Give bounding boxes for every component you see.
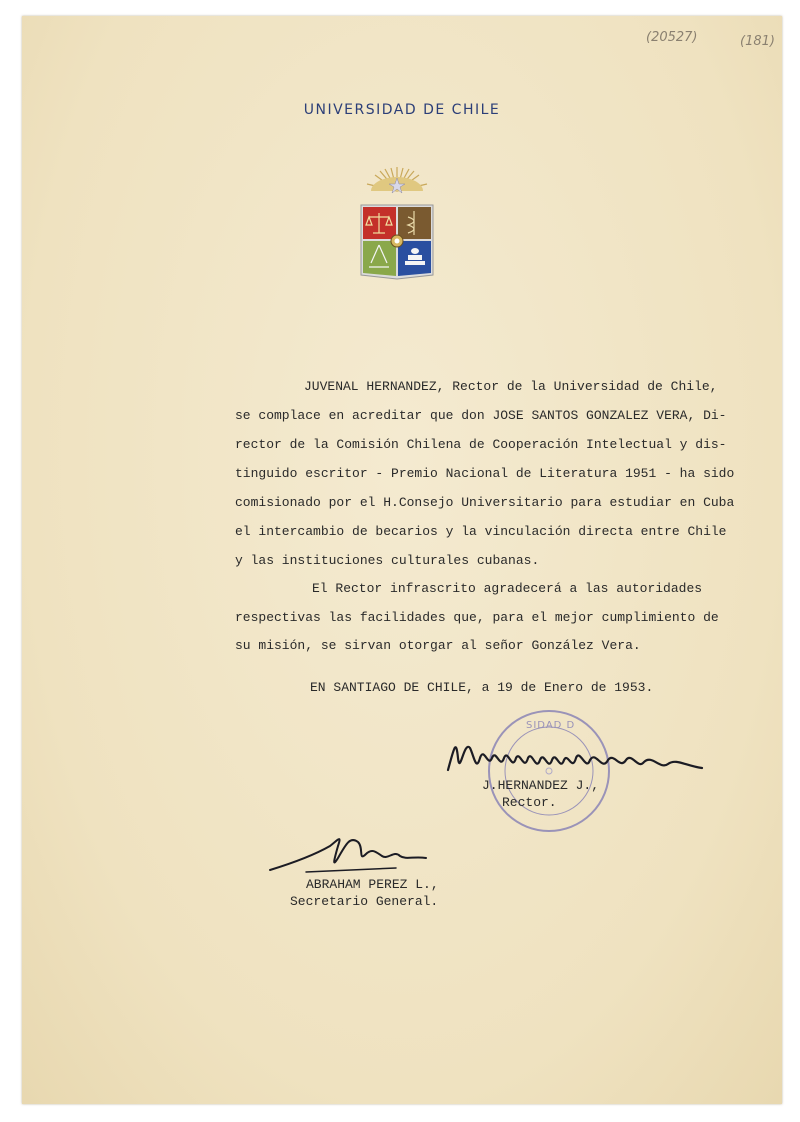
body-line: tinguido escritor - Premio Nacional de Literatura 1951 - ha sido <box>235 466 735 481</box>
body-line: respectivas las facilidades que, para el mejor cumplimiento de <box>235 610 719 625</box>
university-header: UNIVERSIDAD DE CHILE <box>303 102 501 118</box>
rector-block <box>482 778 599 810</box>
body-line: se complace en acreditar que don JOSE SANTOS GONZALEZ VERA, Di- <box>235 408 727 423</box>
body-line: JUVENAL HERNANDEZ, Rector de la Universidad de Chile, <box>304 379 718 394</box>
body-line: su misión, se sirvan otorgar al señor González Vera. <box>235 638 641 653</box>
rector-name: J.HERNANDEZ J., <box>482 778 600 793</box>
archive-mark-folio: (181) <box>740 34 775 49</box>
archive-mark-number: (20527) <box>646 30 698 45</box>
body-line: comisionado por el H.Consejo Universitario para estudiar en Cuba <box>235 495 735 510</box>
secretary-signature <box>266 828 436 878</box>
document-page <box>22 16 782 1104</box>
body-line: el intercambio de becarios y la vinculación directa entre Chile <box>235 524 727 539</box>
secretary-block <box>290 877 439 909</box>
body-line: El Rector infrascrito agradecerá a las autoridades <box>312 581 703 596</box>
university-crest-icon <box>357 151 437 281</box>
secretary-title: Secretario General. <box>290 894 439 909</box>
rector-title: Rector. <box>502 795 557 810</box>
svg-text:SIDAD D: SIDAD D <box>526 720 576 731</box>
date-line: EN SANTIAGO DE CHILE, a 19 de Enero de 1953. <box>310 680 654 695</box>
body-line: y las instituciones culturales cubanas. <box>235 553 540 568</box>
body-line: rector de la Comisión Chilena de Cooperación Intelectual y dis- <box>235 437 727 452</box>
secretary-name: ABRAHAM PEREZ L., <box>306 877 439 892</box>
